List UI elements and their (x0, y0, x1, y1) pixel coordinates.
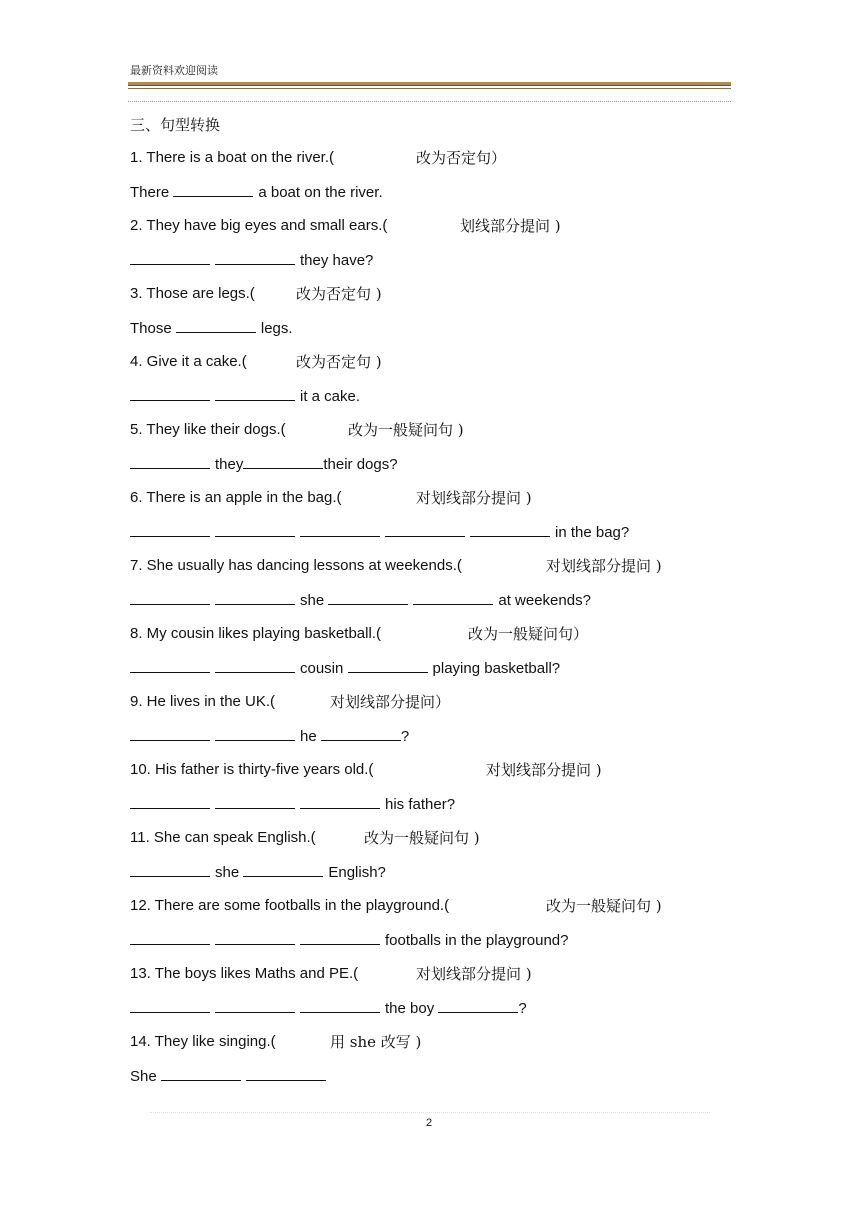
answer-blank[interactable] (215, 658, 295, 673)
answer-2: they have? (130, 250, 373, 271)
question-3: 3. Those are legs.( (130, 285, 255, 302)
answer-blank[interactable] (215, 998, 295, 1013)
answer-blank[interactable] (243, 862, 323, 877)
question-8: 8. My cousin likes playing basketball.( (130, 625, 381, 642)
answer-13: the boy ? (130, 998, 527, 1019)
answer-blank[interactable] (130, 862, 210, 877)
answer-1: There a boat on the river. (130, 184, 383, 201)
question-3-instruction: 改为否定句 ) (296, 285, 382, 303)
answer-blank[interactable] (300, 794, 380, 809)
answer-blank[interactable] (130, 454, 210, 469)
answer-blank[interactable] (300, 998, 380, 1013)
answer-5: they their dogs? (130, 454, 398, 475)
answer-blank[interactable] (215, 522, 295, 537)
answer-9: he ? (130, 726, 409, 747)
answer-blank[interactable] (176, 318, 256, 333)
answer-blank[interactable] (130, 726, 210, 741)
question-4-instruction: 改为否定句 ) (296, 353, 382, 371)
answer-10: his father? (130, 794, 455, 815)
answer-blank[interactable] (173, 182, 253, 197)
answer-blank[interactable] (215, 930, 295, 945)
question-1-instruction: 改为否定句） (416, 149, 507, 167)
question-8-instruction: 改为一般疑问句） (468, 625, 589, 643)
question-4: 4. Give it a cake.( (130, 353, 247, 370)
question-7-instruction: 对划线部分提问 ) (546, 557, 662, 575)
answer-14: She (130, 1066, 331, 1087)
question-6: 6. There is an apple in the bag.( (130, 489, 342, 506)
answer-blank[interactable] (215, 726, 295, 741)
answer-blank[interactable] (130, 658, 210, 673)
answer-3: Those legs. (130, 320, 293, 337)
header-rule-dotted (128, 101, 731, 102)
answer-blank[interactable] (470, 522, 550, 537)
answer-blank[interactable] (321, 726, 401, 741)
answer-blank[interactable] (130, 998, 210, 1013)
answer-6: in the bag? (130, 522, 629, 543)
answer-4: it a cake. (130, 386, 360, 407)
answer-blank[interactable] (215, 590, 295, 605)
answer-12: footballs in the playground? (130, 930, 568, 951)
answer-blank[interactable] (130, 590, 210, 605)
answer-8: cousin playing basketball? (130, 658, 560, 679)
answer-blank[interactable] (215, 250, 295, 265)
footer-dotted-rule (150, 1112, 710, 1113)
answer-blank[interactable] (385, 522, 465, 537)
answer-blank[interactable] (438, 998, 518, 1013)
answer-blank[interactable] (300, 930, 380, 945)
header-rule-thick (128, 82, 731, 86)
page-header: 最新资料欢迎阅读 (130, 64, 218, 77)
header-rule-thin (128, 88, 731, 89)
question-14: 14. They like singing.( (130, 1033, 276, 1050)
question-10: 10. His father is thirty-five years old.( (130, 761, 374, 778)
page-number: 2 (426, 1117, 433, 1129)
answer-blank[interactable] (215, 386, 295, 401)
answer-blank[interactable] (130, 522, 210, 537)
answer-blank[interactable] (161, 1066, 241, 1081)
question-12: 12. There are some footballs in the playground.( (130, 897, 450, 914)
answer-blank[interactable] (130, 794, 210, 809)
section-title: 三、句型转换 (130, 116, 221, 134)
answer-blank[interactable] (328, 590, 408, 605)
question-14-instruction: 用 she 改写 ) (330, 1033, 422, 1051)
question-12-instruction: 改为一般疑问句 ) (546, 897, 662, 915)
answer-11: she English? (130, 862, 386, 883)
question-10-instruction: 对划线部分提问 ) (486, 761, 602, 779)
answer-blank[interactable] (348, 658, 428, 673)
answer-blank[interactable] (413, 590, 493, 605)
question-9-instruction: 对划线部分提问） (330, 693, 451, 711)
answer-blank[interactable] (300, 522, 380, 537)
question-13: 13. The boys likes Maths and PE.( (130, 965, 359, 982)
question-2: 2. They have big eyes and small ears.( (130, 217, 388, 234)
answer-7: she at weekends? (130, 590, 591, 611)
answer-blank[interactable] (130, 250, 210, 265)
question-5-instruction: 改为一般疑问句 ) (348, 421, 464, 439)
answer-blank[interactable] (215, 794, 295, 809)
question-2-instruction: 划线部分提问 ) (460, 217, 561, 235)
question-1: 1. There is a boat on the river.( (130, 149, 335, 166)
answer-blank[interactable] (243, 454, 323, 469)
question-11: 11. She can speak English.( (130, 829, 316, 846)
question-7: 7. She usually has dancing lessons at weekends.( (130, 557, 462, 574)
question-9: 9. He lives in the UK.( (130, 693, 276, 710)
question-11-instruction: 改为一般疑问句 ) (364, 829, 480, 847)
question-6-instruction: 对划线部分提问 ) (416, 489, 532, 507)
answer-blank[interactable] (130, 386, 210, 401)
answer-blank[interactable] (130, 930, 210, 945)
question-13-instruction: 对划线部分提问 ) (416, 965, 532, 983)
question-5: 5. They like their dogs.( (130, 421, 286, 438)
answer-blank[interactable] (246, 1066, 326, 1081)
